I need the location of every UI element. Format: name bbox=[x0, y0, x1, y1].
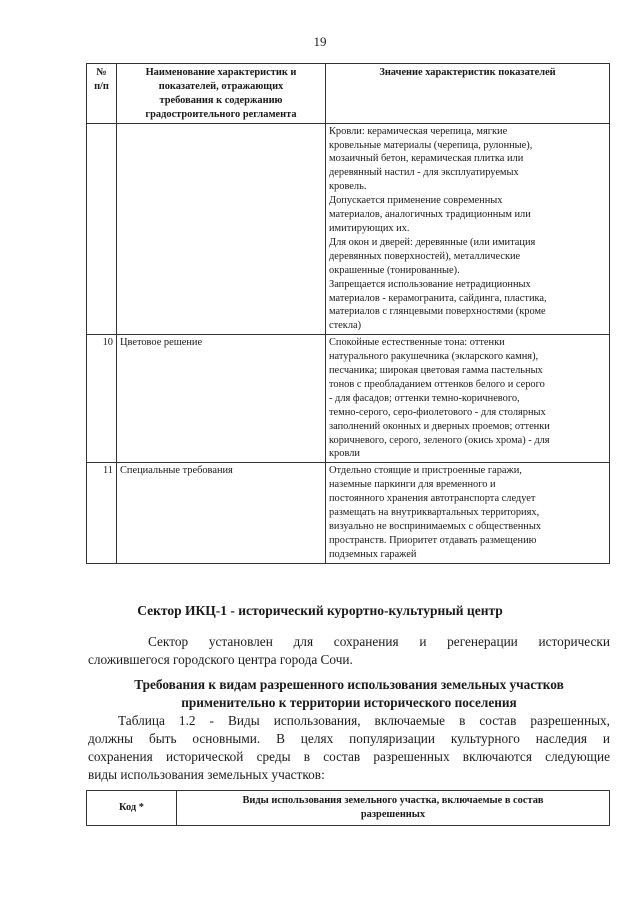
row-name bbox=[117, 123, 326, 335]
value-line: кровли bbox=[329, 448, 360, 460]
table-header-row bbox=[87, 64, 610, 124]
section-title: Сектор ИКЦ-1 - исторический курортно-культурный центр bbox=[137, 603, 503, 618]
value-line: Для окон и дверей: деревянные (или имитация bbox=[329, 236, 536, 248]
row-value bbox=[326, 463, 610, 563]
header-name-line: показателей, отражающих bbox=[158, 80, 284, 92]
page-number: 19 bbox=[313, 34, 327, 49]
paragraph-line: виды использования земельных участков: bbox=[88, 767, 325, 782]
table-row bbox=[87, 123, 610, 335]
paragraph-word: Сектор bbox=[148, 634, 189, 649]
sector-paragraph bbox=[88, 633, 610, 669]
value-line: наземные паркинги для временного и bbox=[329, 479, 496, 491]
header-name-line: требования к содержанию bbox=[159, 94, 283, 106]
header-name bbox=[117, 64, 326, 124]
row-number: 10 bbox=[87, 335, 117, 463]
heading-line: применительно к территории исторического поселения bbox=[181, 695, 517, 710]
header-land-use bbox=[177, 791, 610, 826]
value-line: - для фасадов; оттенки темно-коричневого, bbox=[329, 392, 520, 404]
table-row bbox=[87, 463, 610, 563]
header-value-line: Значение характеристик показателей bbox=[379, 67, 556, 78]
value-line: визуально не воспринимаемых с общественных bbox=[329, 521, 542, 532]
paragraph-word: для bbox=[293, 634, 314, 649]
value-line: постоянного хранения автотранспорта следует bbox=[329, 493, 536, 505]
paragraph-line: сохранения исторической среды в состав разрешенных включаются следующие bbox=[88, 749, 610, 764]
paragraph-line: сложившегося городского центра города Сочи. bbox=[88, 652, 353, 667]
paragraph-word: и bbox=[419, 634, 427, 649]
row-name: Специальные требования bbox=[117, 463, 326, 563]
paragraph-line: должны быть основными. В целях популяризации культурного наследия и bbox=[88, 731, 610, 746]
row-number bbox=[87, 123, 117, 335]
header-number-line: № bbox=[96, 67, 107, 78]
paragraph-line: Таблица 1.2 - Виды использования, включаемые в состав разрешенных, bbox=[118, 713, 610, 728]
value-line: размещать на внутриквартальных территориях, bbox=[329, 507, 540, 519]
header-number-line: п/п bbox=[94, 80, 109, 92]
value-line: темно-серого, серо-фиолетового - для столярных bbox=[329, 406, 546, 418]
value-line: стекла) bbox=[329, 320, 362, 332]
value-line: Спокойные естественные тона: оттенки bbox=[329, 337, 505, 349]
table-intro-paragraph bbox=[88, 712, 610, 784]
value-line: Допускается применение современных bbox=[329, 195, 503, 207]
value-line: натурального ракушечника (экларского камня), bbox=[329, 351, 539, 363]
header-code: Код * bbox=[87, 791, 177, 826]
value-line: коричневого, серого, зеленого (окись хрома) - для bbox=[329, 434, 550, 446]
value-line: Отдельно стоящие и пристроенные гаражи, bbox=[329, 465, 522, 477]
value-line: песчаника; широкая цветовая гамма пастельных bbox=[329, 365, 543, 377]
paragraph-line bbox=[118, 633, 610, 651]
header-land-use-line: Виды использования земельного участка, включаемые в состав bbox=[242, 795, 544, 806]
row-number: 11 bbox=[87, 463, 117, 563]
value-line: окрашенные (тонированные). bbox=[329, 264, 460, 276]
value-line: кровельные материалы (черепица, рулонные), bbox=[329, 139, 533, 151]
value-line: пространств. Приоритет отдавать размещению bbox=[329, 534, 537, 546]
heading-line: Требования к видам разрешенного использования земельных участков bbox=[134, 677, 564, 692]
header-value bbox=[326, 64, 610, 124]
value-line: Запрещается использование нетрадиционных bbox=[329, 278, 531, 290]
paragraph-word: регенерации bbox=[447, 634, 518, 649]
header-name-line: Наименование характеристик и bbox=[145, 67, 297, 78]
value-line: Кровли: керамическая черепица, мягкие bbox=[329, 125, 508, 137]
value-line: подземных гаражей bbox=[329, 548, 417, 560]
value-line: тонов с преобладанием оттенков белого и серого bbox=[329, 378, 545, 390]
value-line: деревянных поверхностей), металлические bbox=[329, 250, 521, 262]
header-land-use-line: разрешенных bbox=[360, 808, 426, 820]
value-line: материалов, аналогичных традиционным или bbox=[329, 209, 531, 221]
table-header-row bbox=[87, 791, 610, 826]
header-number bbox=[87, 64, 117, 124]
value-line: мозаичный бетон, керамическая плитка или bbox=[329, 153, 524, 165]
paragraph-word: сохранения bbox=[333, 634, 399, 649]
header-name-line: градостроительного регламента bbox=[145, 108, 297, 120]
row-name: Цветовое решение bbox=[117, 335, 326, 463]
value-line: имитирующих их. bbox=[329, 222, 410, 234]
value-line: заполнений оконных и дверных проемов; оттенки bbox=[329, 420, 550, 432]
value-line: материалов - керамогранита, сайдинга, пластика, bbox=[329, 292, 547, 304]
land-use-table bbox=[86, 790, 610, 826]
value-line: деревянный настил - для эксплуатируемых bbox=[329, 167, 519, 179]
value-line: кровель. bbox=[329, 181, 367, 193]
row-value bbox=[326, 123, 610, 335]
characteristics-table bbox=[86, 63, 610, 564]
row-value bbox=[326, 335, 610, 463]
paragraph-word: установлен bbox=[208, 634, 273, 649]
table-row bbox=[87, 335, 610, 463]
paragraph-word: исторически bbox=[538, 634, 610, 649]
requirements-heading bbox=[86, 676, 612, 712]
value-line: материалов с глянцевыми поверхностями (кроме bbox=[329, 306, 546, 318]
